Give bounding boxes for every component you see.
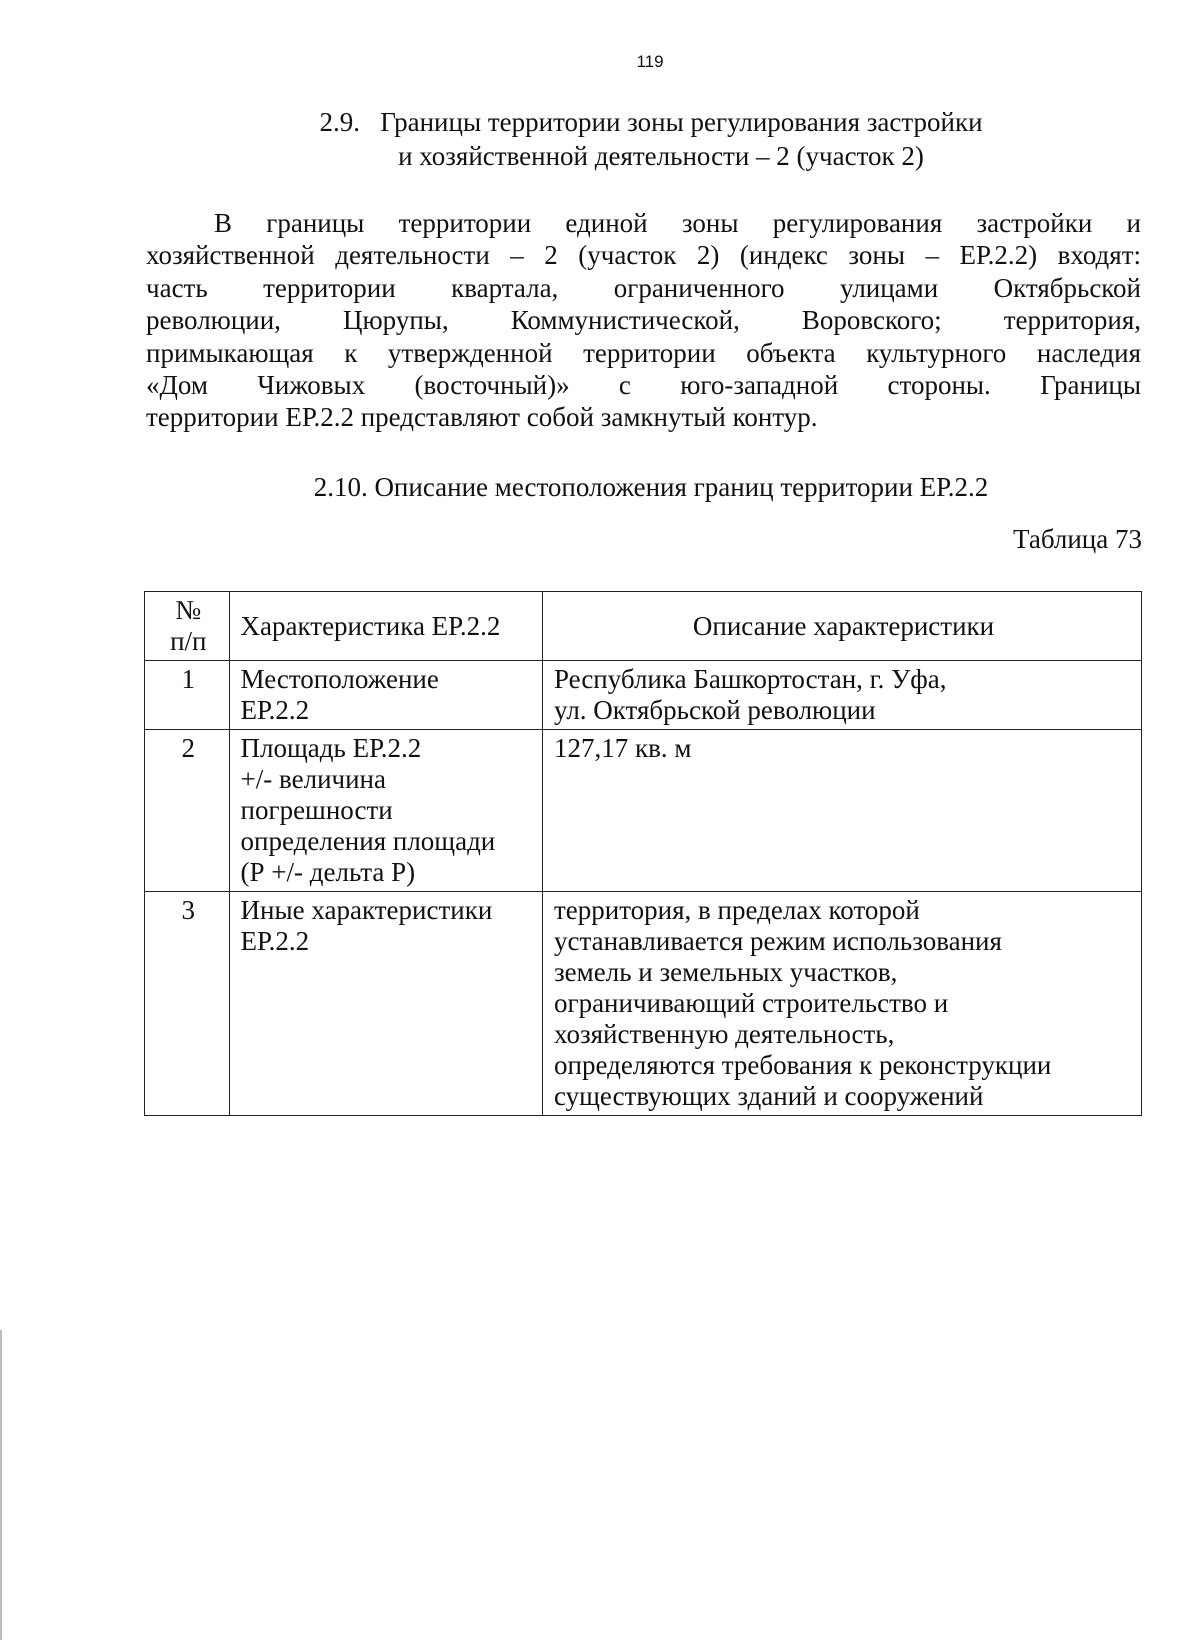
section-2-9-number: 2.9. <box>319 107 360 137</box>
table-row <box>145 892 1142 1116</box>
row-characteristic <box>229 661 542 730</box>
cell-line: погрешности <box>240 795 393 825</box>
paragraph-line: революции, Цюрупы, Коммунистической, Воровского; территория, <box>146 305 1141 336</box>
header-characteristic: Характеристика ЕР.2.2 <box>229 592 542 661</box>
paragraph-line: «Дом Чижовых (восточный)» с юго-западной стороны. Границы <box>146 370 1141 401</box>
cell-line: Площадь ЕР.2.2 <box>240 733 422 763</box>
header-number <box>145 592 230 661</box>
row-description <box>543 730 1142 892</box>
row-characteristic <box>229 892 542 1116</box>
cell-line: Республика Башкортостан, г. Уфа, <box>554 664 947 694</box>
cell-line: ЕР.2.2 <box>240 695 310 725</box>
table-header-row <box>145 592 1142 661</box>
section-2-9-title <box>0 105 1200 173</box>
paragraph-line: В границы территории единой зоны регулирования застройки и <box>214 208 1141 238</box>
header-description: Описание характеристики <box>543 592 1142 661</box>
section-2-10-title: 2.10. Описание местоположения границ территории ЕР.2.2 <box>313 472 989 502</box>
paragraph-line: часть территории квартала, ограниченного улицами Октябрьской <box>146 272 1141 303</box>
table-row <box>145 661 1142 730</box>
zone-description-paragraph <box>146 207 1141 434</box>
section-2-9-title-text-1: Границы территории зоны регулирования застройки <box>380 107 983 137</box>
row-number: 3 <box>145 892 230 1116</box>
row-number: 2 <box>145 730 230 892</box>
scan-edge-line <box>0 1330 2 1640</box>
row-number: 1 <box>145 661 230 730</box>
cell-line: ограничивающий строительство и <box>554 988 949 1018</box>
cell-line: (Р +/- дельта Р) <box>240 857 416 887</box>
section-2-9-title-line-1 <box>0 105 1200 139</box>
cell-line: 127,17 кв. м <box>554 733 692 763</box>
cell-line: устанавливается режим использования <box>554 926 1002 956</box>
table-caption: Таблица 73 <box>1013 524 1142 554</box>
characteristics-table <box>144 591 1142 1116</box>
row-description <box>543 661 1142 730</box>
paragraph-line: территории ЕР.2.2 представляют собой замкнутый контур. <box>146 402 818 433</box>
cell-line: определяются требования к реконструкции <box>554 1050 1052 1080</box>
cell-line: +/- величина <box>240 764 386 794</box>
cell-line: земель и земельных участков, <box>554 957 898 987</box>
header-number-line: № <box>175 595 202 625</box>
paragraph-line: хозяйственной деятельности – 2 (участок 2) (индекс зоны – ЕР.2.2) входят: <box>146 240 1141 271</box>
cell-line: Иные характеристики <box>240 895 493 925</box>
table-row <box>145 730 1142 892</box>
cell-line: Местоположение <box>240 664 439 694</box>
section-2-9-title-line-2: и хозяйственной деятельности – 2 (участок 2) <box>398 141 924 171</box>
cell-line: ЕР.2.2 <box>240 926 310 956</box>
cell-line: существующих зданий и сооружений <box>554 1081 984 1111</box>
cell-line: определения площади <box>240 826 496 856</box>
cell-line: ул. Октябрьской революции <box>554 695 876 725</box>
row-characteristic <box>229 730 542 892</box>
cell-line: хозяйственную деятельность, <box>554 1019 895 1049</box>
page-number: 119 <box>636 52 664 71</box>
cell-line: территория, в пределах которой <box>554 895 920 925</box>
paragraph-line: примыкающая к утвержденной территории объекта культурного наследия <box>146 337 1141 368</box>
header-number-line: п/п <box>170 626 207 656</box>
row-description <box>543 892 1142 1116</box>
